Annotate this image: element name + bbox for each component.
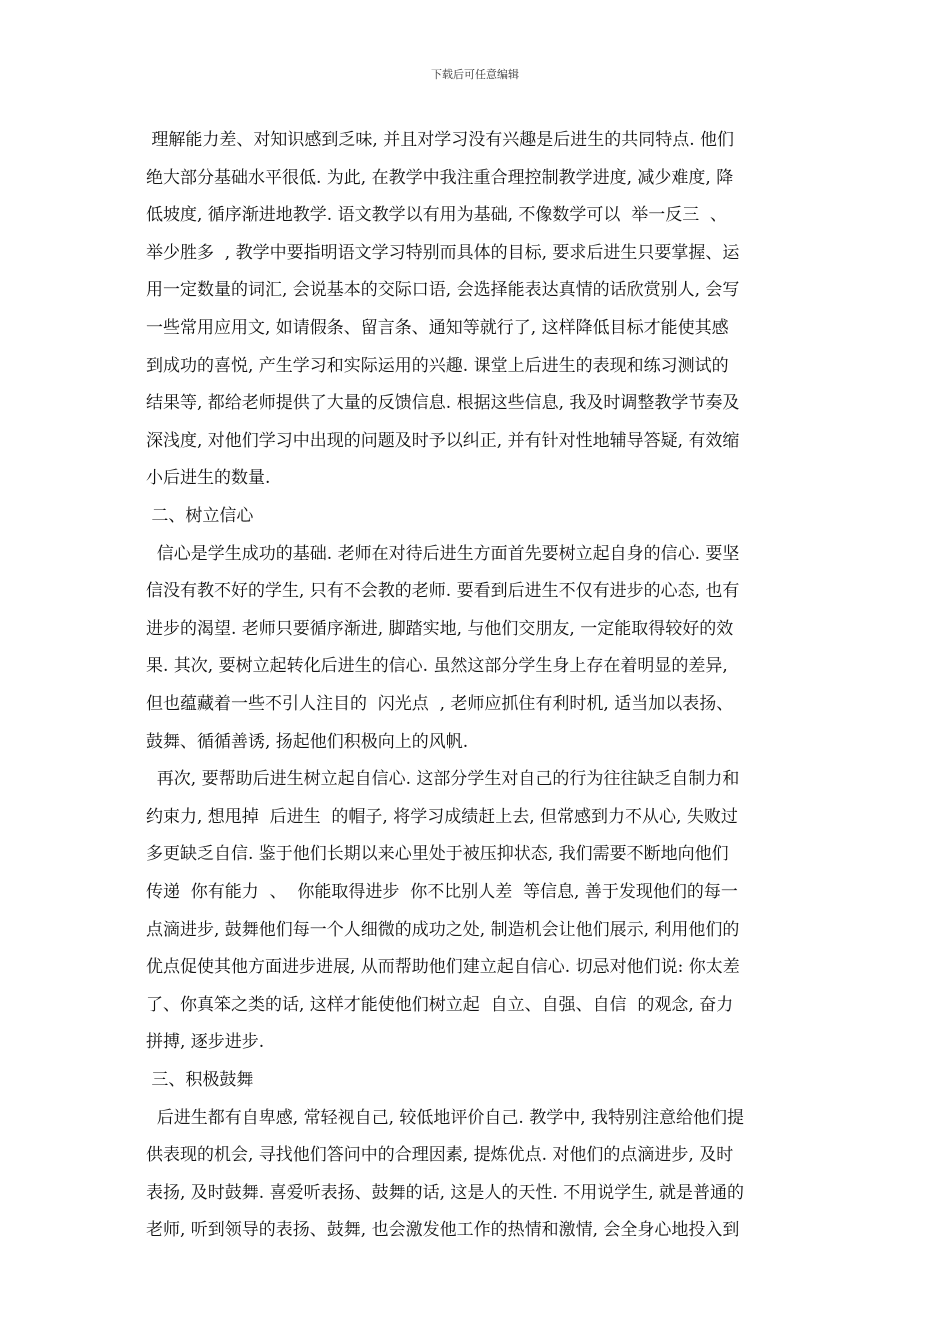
text-line: 供表现的机会, 寻找他们答问中的合理因素, 提炼优点. 对他们的点滴进步, 及时 [146, 1145, 734, 1166]
text-line: 了、你真笨之类的话, 这样才能使他们树立起 自立、自强、自信 的观念, 奋力 [146, 994, 734, 1015]
page-header: 下载后可任意编辑 [431, 68, 519, 81]
text-line: 老师, 听到领导的表扬、鼓舞, 也会激发他工作的热情和激情, 会全身心地投入到 [146, 1220, 740, 1241]
text-line: 优点促使其他方面进步进展, 从而帮助他们建立起自信心. 切忌对他们说: 你太差 [146, 957, 740, 978]
text-line: 结果等, 都给老师提供了大量的反馈信息. 根据这些信息, 我及时调整教学节奏及 [146, 393, 740, 414]
text-line: 约束力, 想甩掉 后进生 的帽子, 将学习成绩赶上去, 但常感到力不从心, 失败过 [146, 806, 738, 827]
text-line: 绝大部分基础水平很低. 为此, 在教学中我注重合理控制教学进度, 减少难度, 降 [146, 167, 734, 188]
text-line: 用一定数量的词汇, 会说基本的交际口语, 会选择能表达真情的话欣赏别人, 会写 [146, 280, 740, 301]
text-line: 深浅度, 对他们学习中出现的问题及时予以纠正, 并有针对性地辅导答疑, 有效缩 [146, 430, 740, 451]
text-line: 传递 你有能力 、 你能取得进步 你不比别人差 等信息, 善于发现他们的每一 [146, 882, 738, 902]
text-line: 拼搏, 逐步进步. [146, 1032, 265, 1053]
text-line: 点滴进步, 鼓舞他们每一个人细微的成功之处, 制造机会让他们展示, 利用他们的 [146, 919, 740, 940]
text-line: 信没有教不好的学生, 只有不会教的老师. 要看到后进生不仅有进步的心态, 也有 [146, 581, 740, 602]
text-line: 果. 其次, 要树立起转化后进生的信心. 虽然这部分学生身上存在着明显的差异, [146, 656, 728, 677]
text-line: 进步的渴望. 老师只要循序渐进, 脚踏实地, 与他们交朋友, 一定能取得较好的效 [146, 618, 734, 639]
text-line: 举少胜多 , 教学中要指明语文学习特别而具体的目标, 要求后进生只要掌握、运 [146, 242, 740, 263]
text-line: 二、树立信心 [146, 506, 254, 526]
text-line: 小后进生的数量. [146, 468, 271, 489]
text-line: 后进生都有自卑感, 常轻视自己, 较低地评价自己. 教学中, 我特别注意给他们提 [146, 1107, 745, 1128]
text-line: 多更缺乏自信. 鉴于他们长期以来心里处于被压抑状态, 我们需要不断地向他们 [146, 844, 729, 865]
text-line: 理解能力差、对知识感到乏味, 并且对学习没有兴趣是后进生的共同特点. 他们 [146, 130, 735, 150]
text-line: 低坡度, 循序渐进地教学. 语文教学以有用为基础, 不像数学可以 举一反三 、 [146, 205, 728, 226]
text-line: 表扬, 及时鼓舞. 喜爱听表扬、鼓舞的话, 这是人的天性. 不用说学生, 就是普通的 [146, 1182, 745, 1203]
text-line: 一些常用应用文, 如请假条、留言条、通知等就行了, 这样降低目标才能使其感 [146, 318, 729, 338]
text-line: 三、积极鼓舞 [146, 1070, 254, 1090]
text-line: 再次, 要帮助后进生树立起自信心. 这部分学生对自己的行为往往缺乏自制力和 [146, 769, 740, 790]
text-line: 鼓舞、循循善诱, 扬起他们积极向上的风帆. [146, 731, 469, 752]
text-line: 到成功的喜悦, 产生学习和实际运用的兴趣. 课堂上后进生的表现和练习测试的 [146, 355, 729, 376]
text-line: 但也蕴藏着一些不引人注目的 闪光点 , 老师应抓住有利时机, 适当加以表扬、 [146, 694, 734, 714]
text-line: 信心是学生成功的基础. 老师在对待后进生方面首先要树立起自身的信心. 要坚 [146, 543, 740, 564]
